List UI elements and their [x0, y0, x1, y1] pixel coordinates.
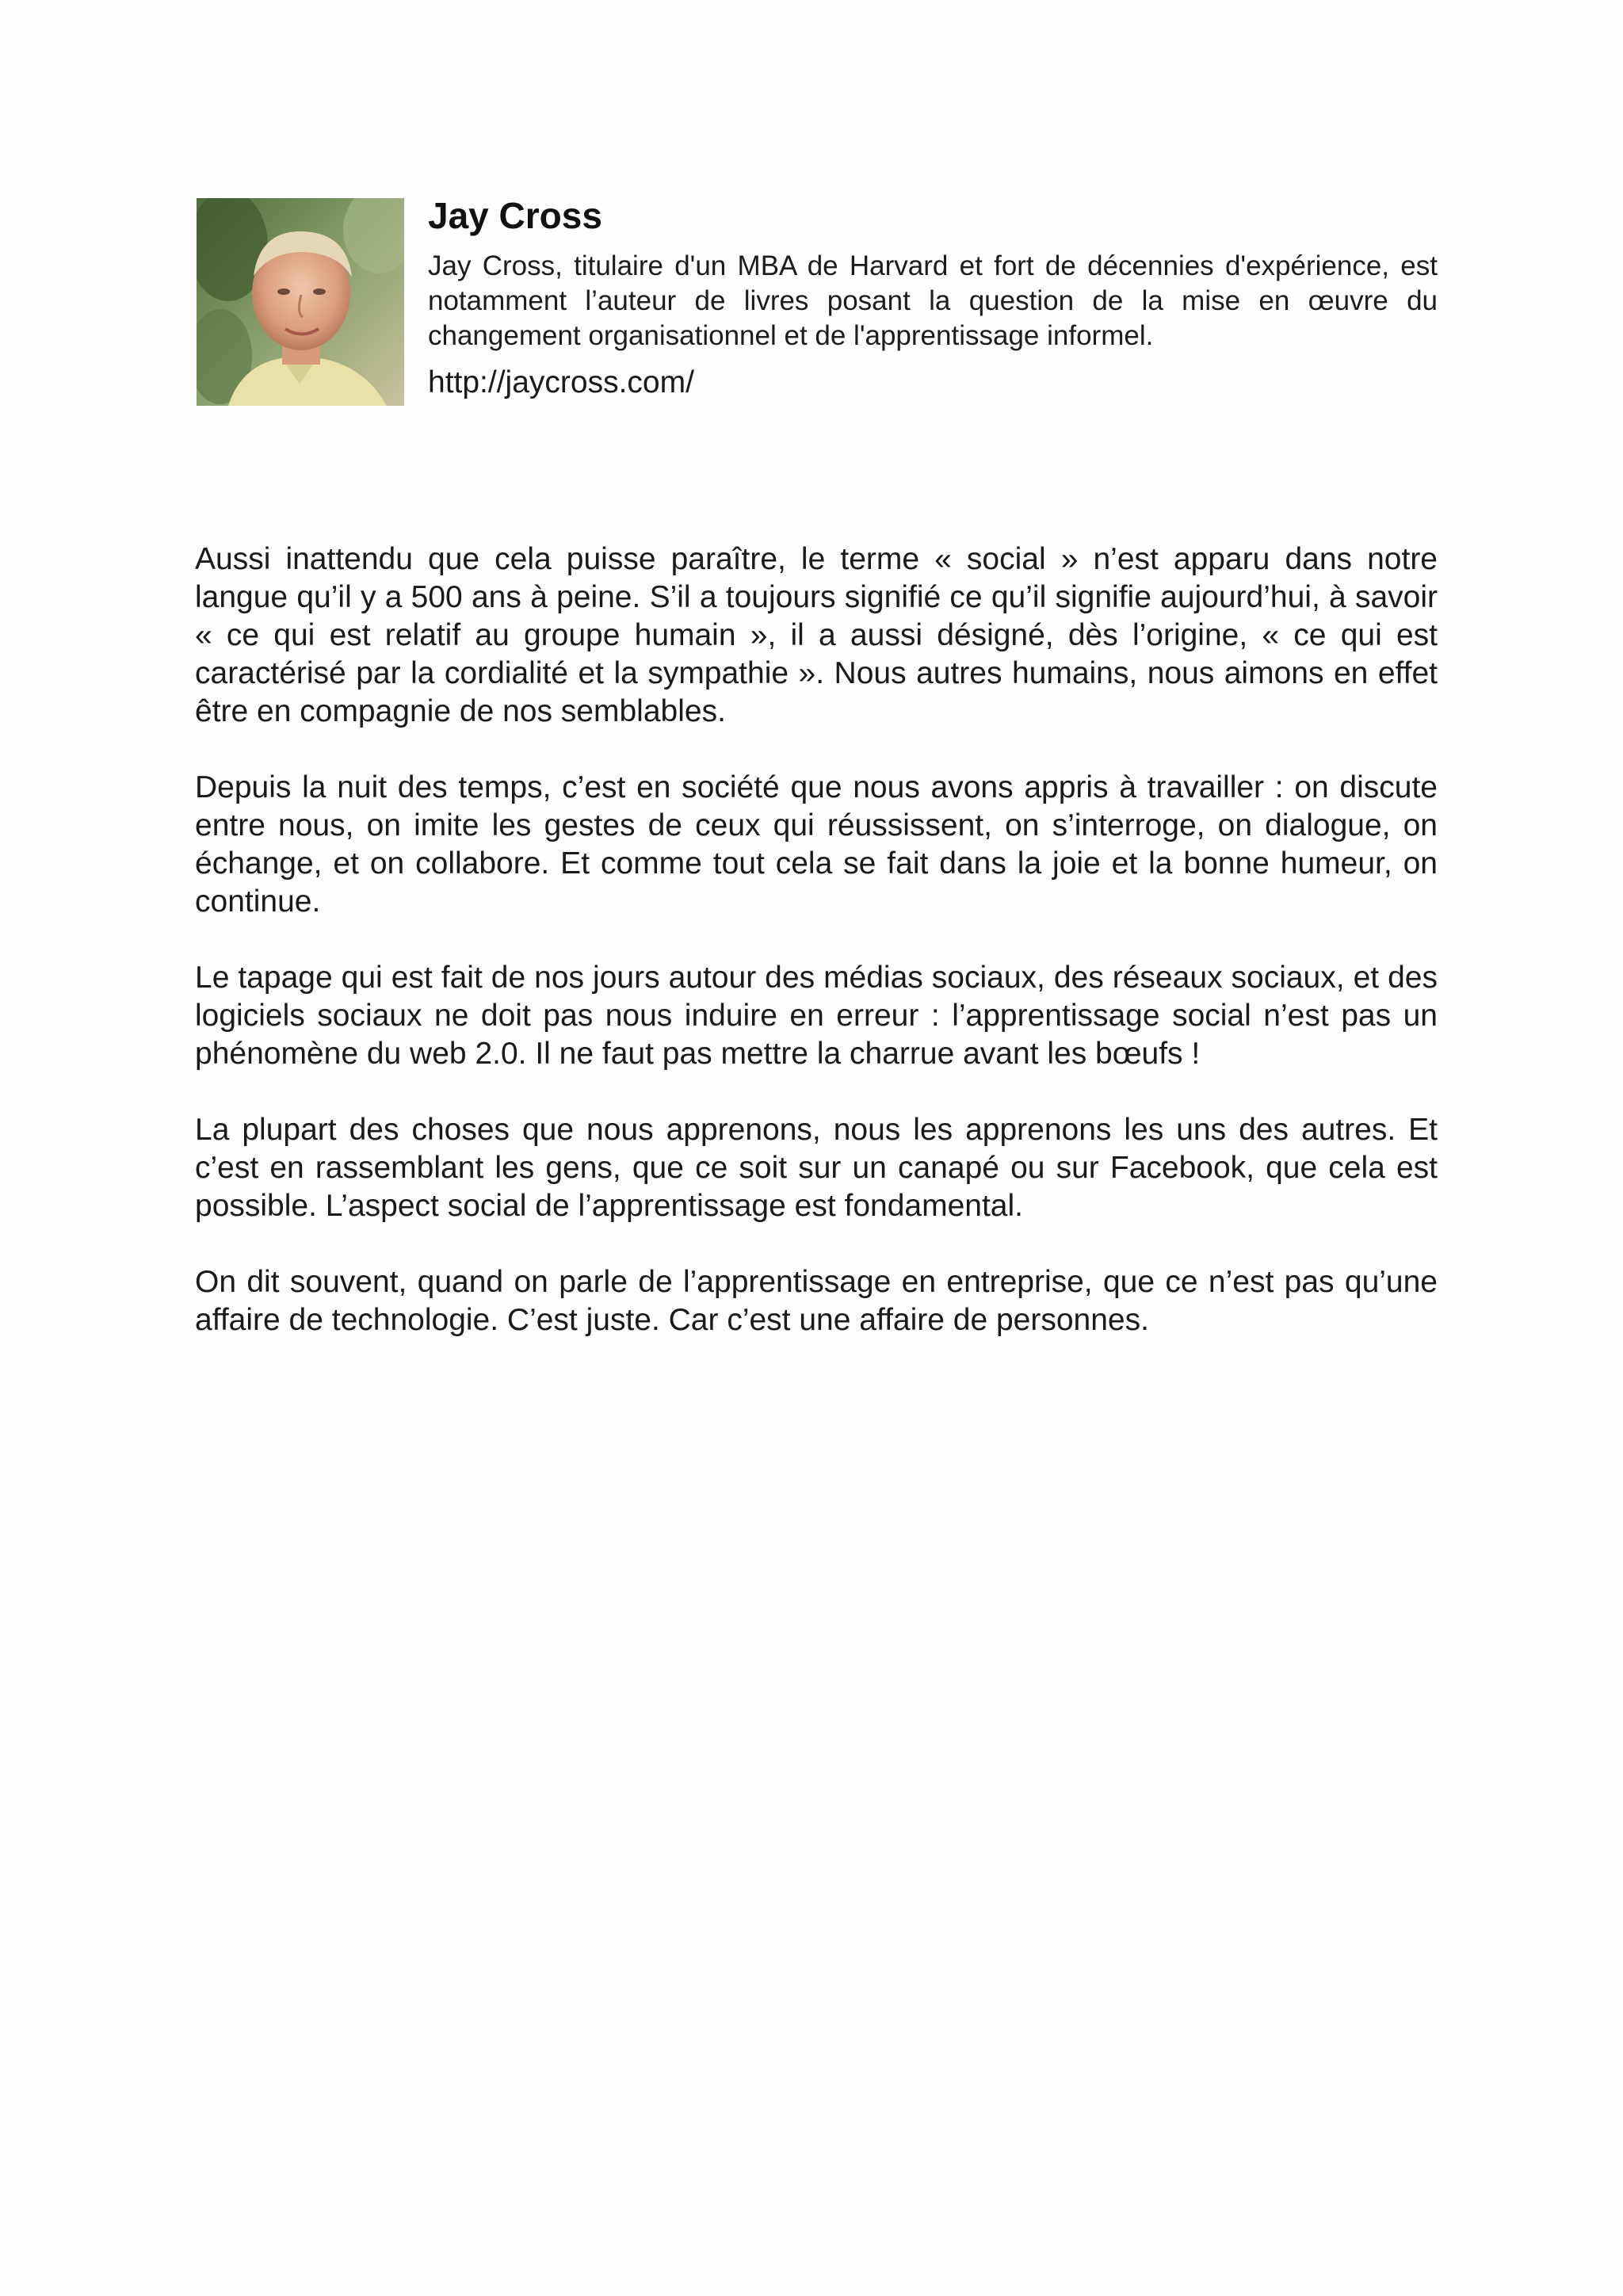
paragraph: Depuis la nuit des temps, c’est en société que nous avons appris à travailler : on discute entre nous, on imite les gestes de ceux qui réussissent, on s’interroge, on dialogue, on échange, et on collabore. Et comme tout cela se fait dans la joie et la bonne humeur, on continue.: [195, 770, 1438, 919]
article-body: [195, 541, 1438, 1377]
paragraph: La plupart des choses que nous apprenons, nous les apprenons les uns des autres. Et c’est en rassemblant les gens, que ce soit sur un canapé ou sur Facebook, que cela est possible. L’aspect social de l’apprentissage est fondamental.: [195, 1113, 1438, 1223]
paragraph: On dit souvent, quand on parle de l’apprentissage en entreprise, que ce n’est pas qu’une affaire de technologie. C’est juste. Car c’est une affaire de personnes.: [195, 1265, 1438, 1337]
paragraph: Aussi inattendu que cela puisse paraître, le terme « social » n’est apparu dans notre langue qu’il y a 500 ans à peine. S’il a toujours signifié ce qu’il signifie aujourd’hui, à savoir « ce qui est relatif au groupe humain », il a aussi désigné, dès l’origine, « ce qui est caractérisé par la cordialité et la sympathie ». Nous autres humains, nous aimons en effet être en compagnie de nos semblables.: [195, 542, 1438, 728]
author-website-link[interactable]: http://jaycross.com/: [428, 365, 694, 399]
author-info: [428, 195, 1438, 403]
author-portrait: [197, 198, 404, 406]
paragraph: Le tapage qui est fait de nos jours autour des médias sociaux, des réseaux sociaux, et des logiciels sociaux ne doit pas nous induire en erreur : l’apprentissage social n’est pas un phénomène du web 2.0. Il ne faut pas mettre la charrue avant les bœufs !: [195, 961, 1438, 1071]
author-name: Jay Cross: [428, 195, 602, 236]
author-bio: Jay Cross, titulaire d'un MBA de Harvard et fort de décennies d'expérience, est notamment l’auteur de livres posant la question de la mise en œuvre du changement organisationnel et de l'apprentissage informel.: [428, 250, 1438, 351]
author-header: [197, 195, 1438, 412]
